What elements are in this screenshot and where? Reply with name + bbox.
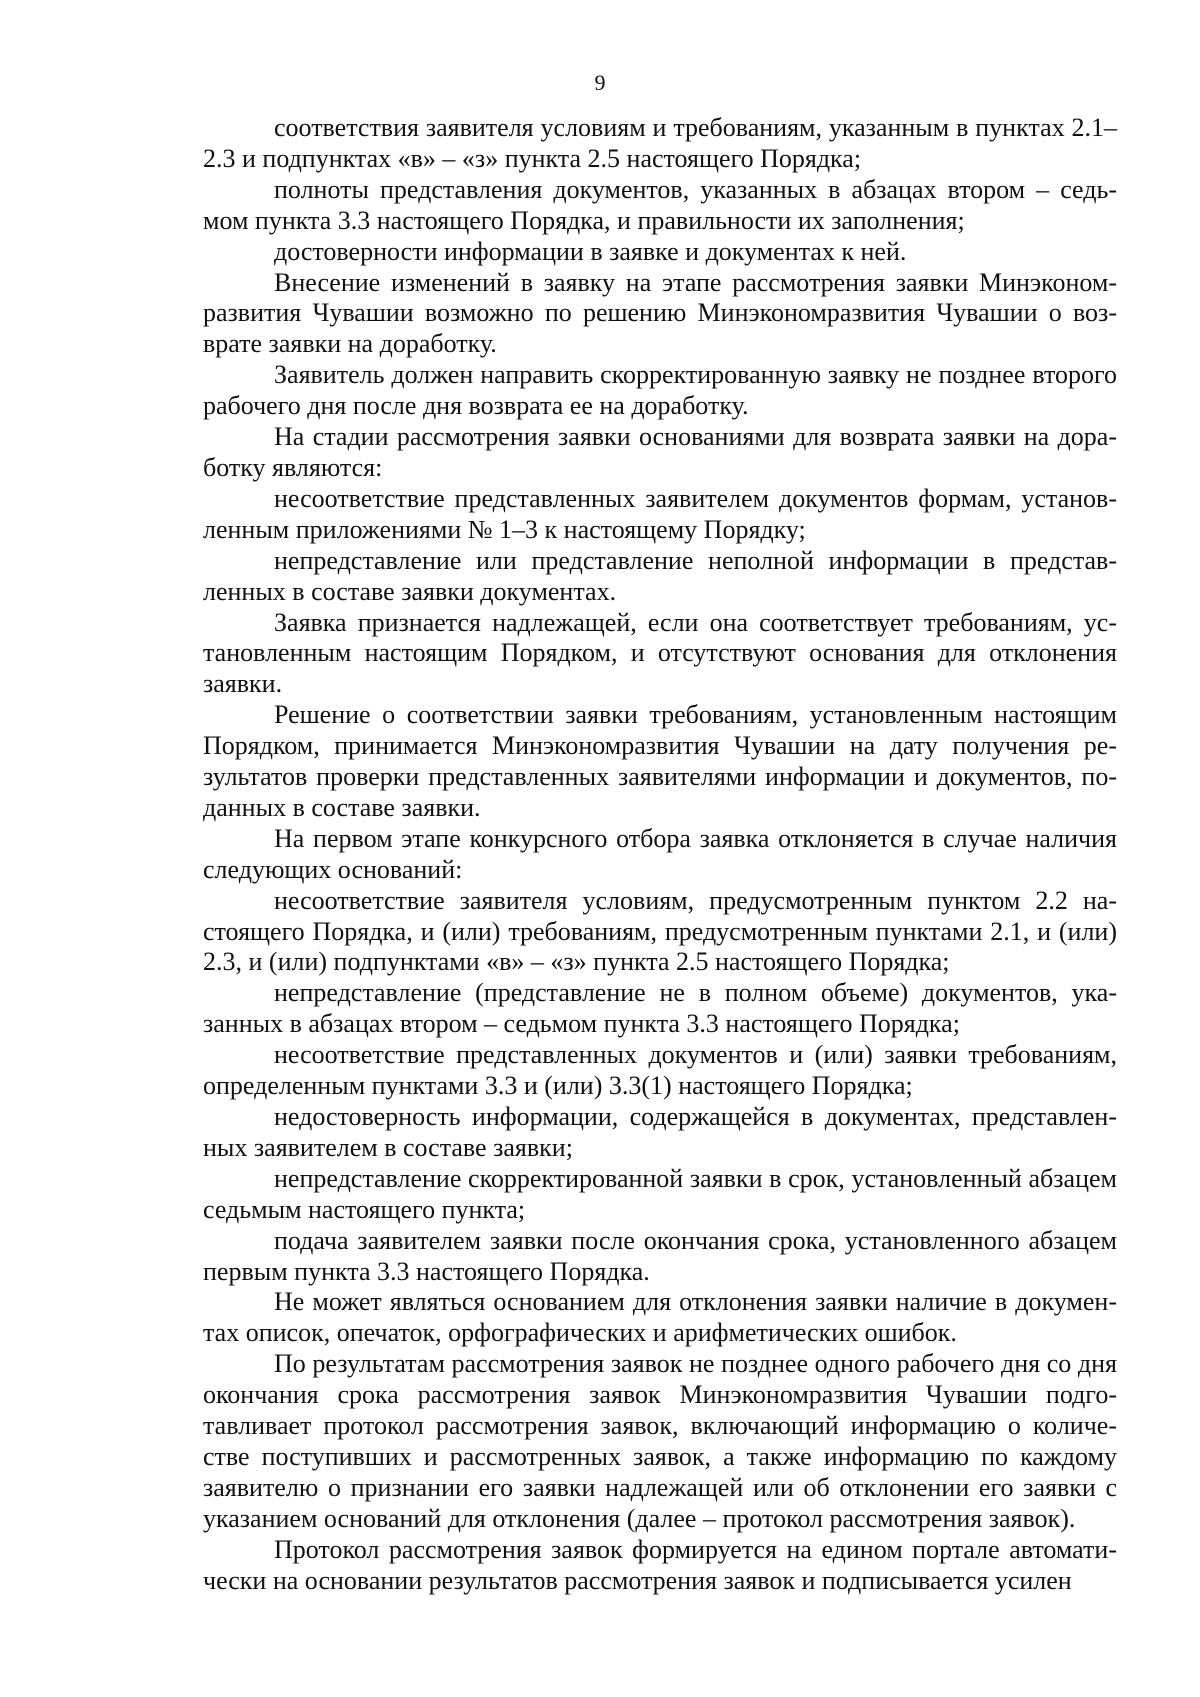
paragraph-18: Не может являться основанием для отклонения заявки наличие в документах описок, опечаток, орфографических и арифметических ошибок.	[203, 1287, 1117, 1348]
paragraph-9: Заявка признается надлежащей, если она соответствует требованиям, установленным настоящим Порядком, и отсутствуют основания для отклонения заявки.	[203, 607, 1117, 699]
paragraph-4: Внесение изменений в заявку на этапе рассмотрения заявки Минэкономразвития Чувашии возможно по решению Минэкономразвития Чувашии о возврате заявки на доработку.	[203, 267, 1117, 359]
page-number: 9	[594, 70, 606, 95]
paragraph-15: недостоверность информации, содержащейся в документах, представленных заявителем в составе заявки;	[203, 1102, 1117, 1162]
paragraph-13: непредставление (представление не в полном объеме) документов, указанных в абзацах втором – седьмом пункта 3.3 настоящего Порядка;	[203, 978, 1117, 1039]
paragraph-10: Решение о соответствии заявки требованиям, установленным настоящим Порядком, принимается Минэкономразвития Чувашии на дату получения результатов проверки представленных заявителями информации и документов, поданных в составе заявки.	[203, 700, 1117, 822]
paragraph-7: несоответствие представленных заявителем документов формам, установленным приложениями № 1–3 к настоящему Порядку;	[203, 483, 1117, 544]
paragraph-17: подача заявителем заявки после окончания срока, установленного абзацем первым пункта 3.3 настоящего Порядка.	[203, 1225, 1117, 1286]
paragraph-12: несоответствие заявителя условиям, предусмотренным пунктом 2.2 настоящего Порядка, и (или) требованиям, предусмотренным пунктами 2.1, и (или) 2.3, и (или) подпунктами «в» – «з» пункта 2.5 настоящего Порядка;	[203, 885, 1117, 977]
paragraph-20: Протокол рассмотрения заявок формируется на едином портале автоматически на основании результатов рассмотрения заявок и подписывается усилен	[203, 1534, 1117, 1595]
paragraph-11: На первом этапе конкурсного отбора заявка отклоняется в случае наличия следующих оснований:	[203, 823, 1117, 884]
paragraph-8: непредставление или представление неполной информации в представленных в составе заявки документах.	[203, 545, 1117, 606]
paragraph-6: На стадии рассмотрения заявки основаниями для возврата заявки на доработку являются:	[203, 422, 1117, 482]
document-body	[203, 113, 1117, 1597]
paragraph-14: несоответствие представленных документов и (или) заявки требованиям, определенным пунктами 3.3 и (или) 3.3(1) настоящего Порядка;	[203, 1040, 1117, 1101]
paragraph-1: соответствия заявителя условиям и требованиям, указанным в пунктах 2.1–2.3 и подпунктах «в» – «з» пункта 2.5 настоящего Порядка;	[203, 113, 1117, 173]
paragraph-2: полноты представления документов, указанных в абзацах втором – седьмом пункта 3.3 настоящего Порядка, и правильности их заполнения;	[203, 174, 1117, 235]
paragraph-3: достоверности информации в заявке и документах к ней.	[274, 236, 907, 266]
paragraph-5: Заявитель должен направить скорректированную заявку не позднее второго рабочего дня после дня возврата ее на доработку.	[203, 360, 1117, 421]
paragraph-19: По результатам рассмотрения заявок не позднее одного рабочего дня со дня окончания срока рассмотрения заявок Минэкономразвития Чувашии подготавливает протокол рассмотрения заявок, включающий информацию о количестве поступивших и рассмотренных заявок, а также информацию по каждому заявителю о признании его заявки надлежащей или об отклонении его заявки с указанием оснований для отклонения (далее – протокол рассмотрения заявок).	[203, 1349, 1117, 1533]
paragraph-16: непредставление скорректированной заявки в срок, установленный абзацем седьмым настоящего пункта;	[203, 1163, 1117, 1224]
